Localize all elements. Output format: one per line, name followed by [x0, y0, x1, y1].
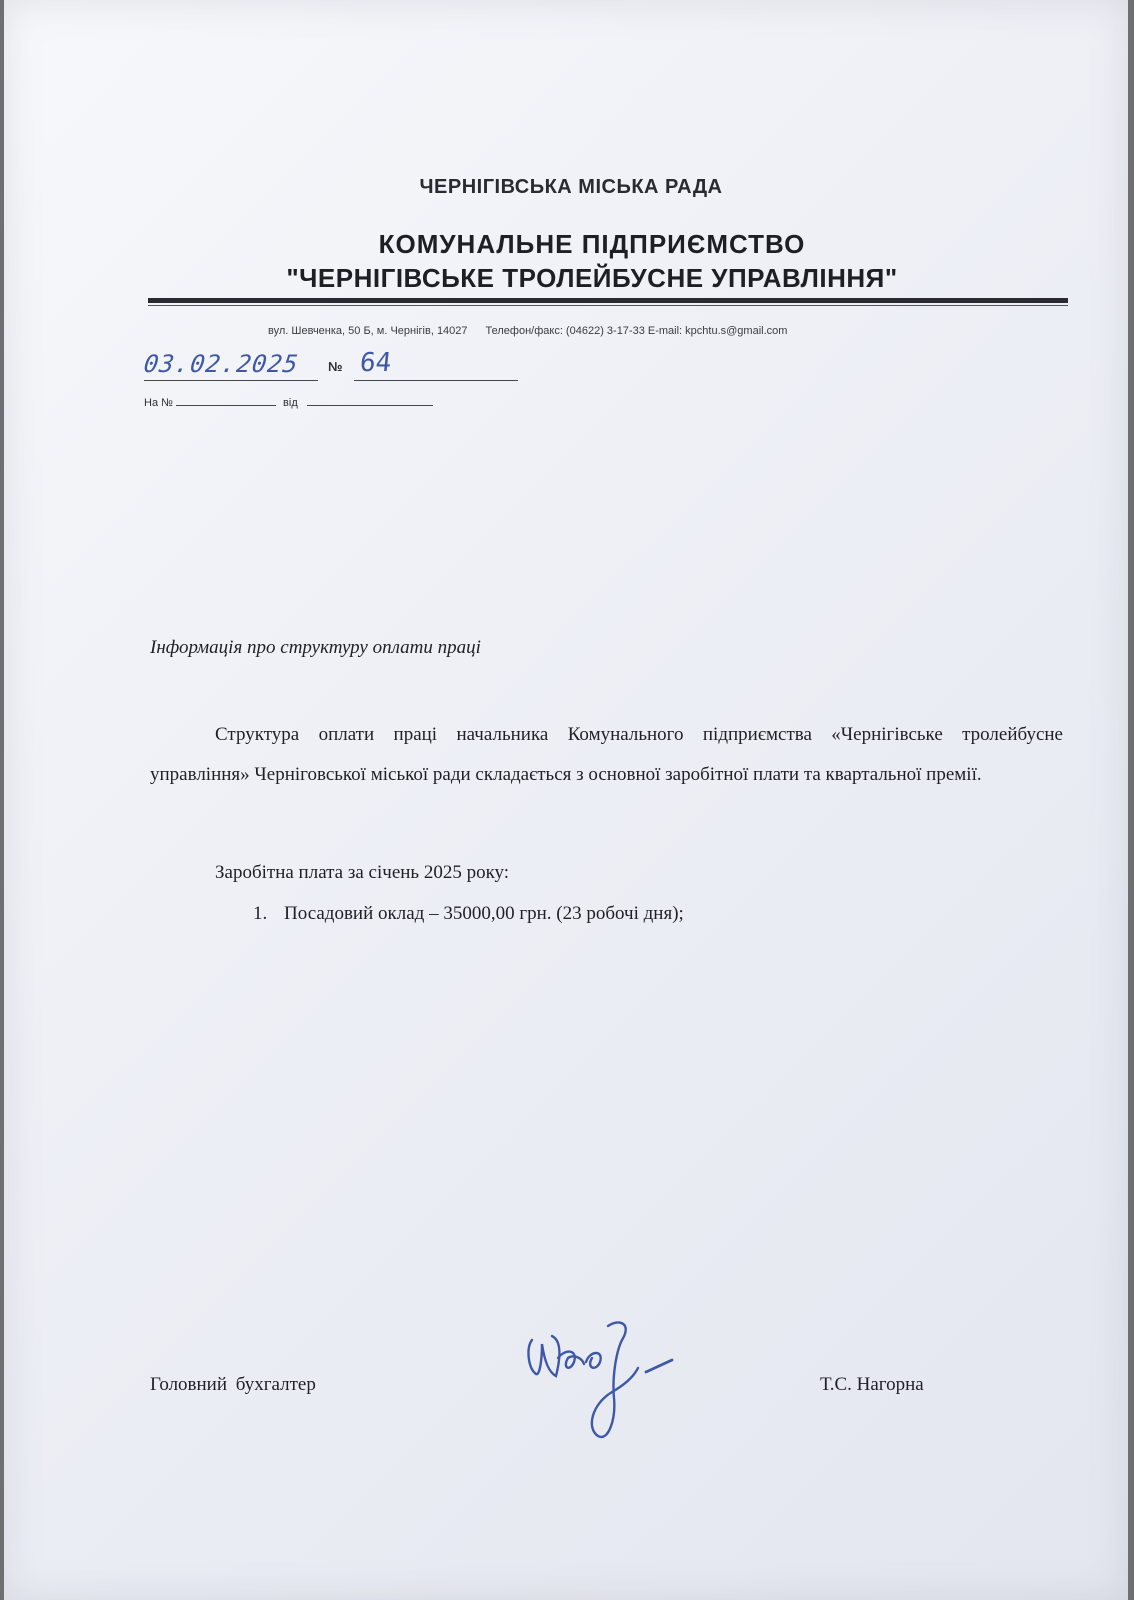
reference-number-blank	[176, 395, 276, 406]
company-name: "ЧЕРНІГІВСЬКЕ ТРОЛЕЙБУСНЕ УПРАВЛІННЯ"	[286, 263, 898, 293]
reference-from-label: від	[283, 397, 298, 409]
salary-heading: Заробітна плата за січень 2025 року:	[215, 862, 510, 883]
council-name: ЧЕРНІГІВСЬКА МІСЬКА РАДА	[419, 176, 723, 198]
outgoing-number-field	[354, 346, 518, 381]
company-type: КОМУНАЛЬНЕ ПІДПРИЄМСТВО	[378, 229, 806, 259]
salary-list	[253, 903, 684, 925]
letterhead-divider-thin	[148, 305, 1068, 306]
signer-name: Т.С. Нагорна	[820, 1374, 924, 1395]
reference-row	[144, 395, 433, 409]
company-phone-email: Телефон/факс: (04622) 3-17-33 E-mail: kpchtu.s@gmail.com	[485, 325, 788, 337]
letterhead-contacts	[268, 325, 787, 337]
outgoing-number: 64	[358, 348, 393, 378]
reference-date-blank	[307, 395, 433, 406]
letterhead-divider	[148, 298, 1068, 303]
list-item-number: 1.	[253, 903, 268, 924]
handwritten-signature	[522, 1318, 700, 1448]
list-item-text: Посадовий оклад – 35000,00 грн. (23 робочі дня);	[284, 903, 684, 924]
signer-position: Головний бухгалтер	[150, 1374, 316, 1395]
reference-label: На №	[144, 397, 173, 409]
number-label: №	[328, 359, 343, 374]
company-address: вул. Шевченка, 50 Б, м. Чернігів, 14027	[268, 325, 468, 337]
list-item	[253, 903, 684, 925]
letter-page	[4, 0, 1128, 1600]
outgoing-date-field	[144, 346, 318, 381]
body-paragraph: Структура оплати праці начальника Комунального підприємства «Чернігівське тролейбусне управління» Черніговської міської ради складається з основної заробітної плати та квартальної премії.	[150, 724, 1063, 785]
outgoing-date: 03.02.2025	[142, 350, 301, 378]
document-subject: Інформація про структуру оплати праці	[150, 637, 481, 658]
